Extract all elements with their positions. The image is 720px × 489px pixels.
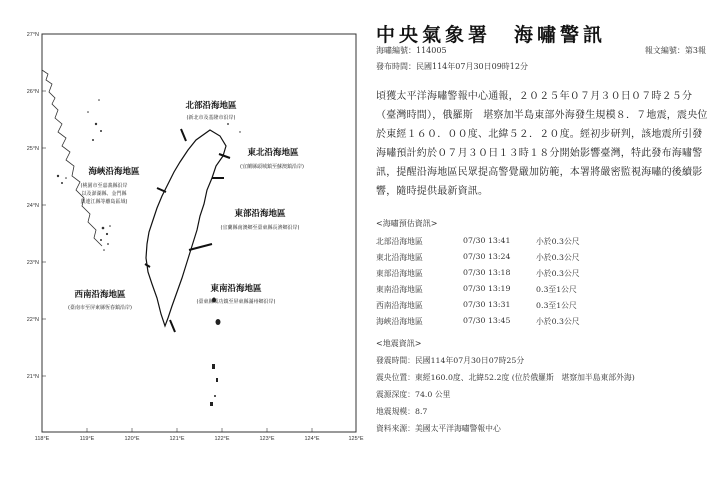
forecast-area: 東南沿海地區 (376, 285, 423, 294)
forecast-area: 海峽沿海地區 (376, 317, 423, 326)
quake-section-title: <地震資訊> (376, 339, 422, 348)
forecast-area: 東部沿海地區 (376, 269, 423, 278)
lon-label: 123°E (259, 436, 275, 442)
orchid-island (216, 319, 221, 325)
bulletin-body: 頃獲太平洋海嘯警報中心通報，２０２５年０７月３０日０７時２５分（臺灣時間），俄羅斯 堪察加半島東部外海發生規模８．７地震，震央位於東經１６０．００度、北緯５２．２０度。經初步研判，該地震所引發海嘯預計約於０７月３０日１３時１８分開始影響臺灣，特此發布海嘯警訊，提醒沿海地區民眾提高警覺嚴加防範，本署將嚴密監視海嘯的後續影響，隨時提供最新資訊。 (376, 91, 708, 197)
report-number: 報文編號：第3報 (644, 46, 706, 55)
issue-time: 發布時間：民國114年07月30日09時12分 (376, 62, 528, 71)
forecast-area: 西南沿海地區 (376, 301, 423, 310)
map-frame (42, 34, 356, 432)
forecast-height: 小於0.3公尺 (536, 237, 580, 246)
lat-label: 21°N (26, 374, 39, 380)
bulletin-title: 中央氣象署 海嘯警訊 (376, 24, 607, 46)
forecast-time: 07/30 13:18 (463, 268, 511, 277)
region-strait-desc: (桃園市至嘉義縣沿岸 (80, 183, 128, 189)
forecast-time: 07/30 13:41 (463, 236, 511, 245)
forecast-height: 小於0.3公尺 (536, 253, 580, 262)
lat-label: 26°N (26, 89, 39, 95)
lon-label: 121°E (169, 436, 185, 442)
forecast-area: 北部沿海地區 (376, 237, 423, 246)
lat-label: 27°N (26, 32, 39, 38)
quake-epicenter: 震央位置：東經160.0度、北緯52.2度 (位於俄羅斯 堪察加半島東部外海) (376, 373, 635, 382)
region-east-desc: (宜蘭縣南澳鄉至臺東縣長濱鄉沿岸) (220, 225, 300, 231)
forecast-time: 07/30 13:19 (463, 284, 511, 293)
forecast-height: 0.3至1公尺 (536, 301, 577, 310)
tsunami-number: 海嘯編號：114005 (376, 46, 447, 55)
lon-label: 120°E (124, 436, 140, 442)
forecast-time: 07/30 13:24 (463, 252, 511, 261)
forecast-area: 東北沿海地區 (376, 253, 423, 262)
lat-label: 23°N (26, 260, 39, 266)
forecast-time: 07/30 13:31 (463, 300, 511, 309)
lat-label: 25°N (26, 146, 39, 152)
region-strait-title: 海峽沿海地區 (88, 167, 140, 177)
quake-data-source: 資料來源：美國太平洋海嘯警報中心 (376, 424, 501, 433)
forecast-height: 小於0.3公尺 (536, 317, 580, 326)
lon-label: 124°E (304, 436, 320, 442)
quake-magnitude: 地震規模：8.7 (376, 407, 428, 416)
region-southwest-desc: (臺南市至屏東縣恆春鎮沿岸) (68, 305, 132, 311)
region-east-title: 東部沿海地區 (234, 209, 286, 219)
forecast-height: 小於0.3公尺 (536, 269, 580, 278)
lat-label: 24°N (26, 203, 39, 209)
region-strait-desc: 以及澎湖縣、金門縣 (81, 191, 127, 197)
region-north-title: 北部沿海地區 (185, 101, 237, 111)
region-strait-desc: 與連江縣等離島區域) (80, 199, 128, 205)
lon-label: 125°E (348, 436, 364, 442)
lon-label: 119°E (79, 436, 95, 442)
tsunami-bulletin (370, 0, 718, 489)
region-southeast-desc: (臺東縣成功鎮至屏東縣滿州鄉沿岸) (196, 299, 276, 305)
region-northeast-title: 東北沿海地區 (247, 148, 299, 158)
lon-label: 118°E (34, 436, 50, 442)
region-northeast-desc: (宜蘭縣頭城鎮至蘇澳鎮沿岸) (240, 164, 304, 170)
quake-origin-time: 發震時間：民國114年07月30日07時25分 (376, 356, 525, 365)
region-north-desc: (新北市及基隆市沿岸) (186, 115, 236, 121)
region-southeast-title: 東南沿海地區 (210, 284, 262, 294)
forecast-section-title: <海嘯預估資訊> (376, 219, 438, 228)
lon-label: 122°E (214, 436, 230, 442)
region-southwest-title: 西南沿海地區 (74, 290, 126, 300)
quake-depth: 震源深度：74.0 公里 (376, 390, 451, 399)
forecast-height: 0.3至1公尺 (536, 285, 577, 294)
forecast-time: 07/30 13:45 (463, 316, 511, 325)
lat-label: 22°N (26, 317, 39, 323)
